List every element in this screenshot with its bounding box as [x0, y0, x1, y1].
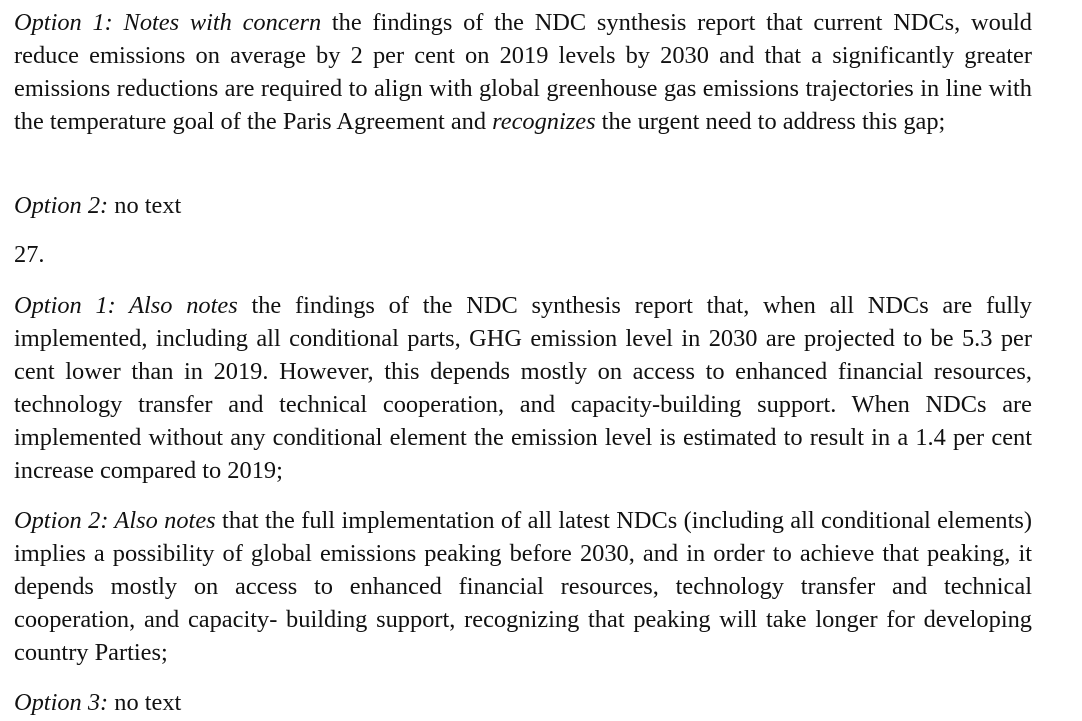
emphasis-word: recognizes — [492, 108, 596, 135]
paragraph-number-27 — [14, 238, 1032, 271]
option-label: Option 2: — [14, 507, 109, 534]
lead-phrase: Also notes — [115, 292, 238, 319]
paragraph-number: 27. — [14, 241, 45, 268]
paragraph-text: the findings of the NDC synthesis report that current NDCs, would reduce emissions on average by 2 per cent on 2019 levels by 2030 and that a significantly greater emissions reductions are required to align with global greenhouse gas emissions trajectories in line with the temperature goal of the Paris Agreement and — [14, 9, 1032, 135]
paragraph-option-2-no-text — [14, 189, 1032, 222]
option-label: Option 1: — [14, 292, 116, 319]
paragraph-text: no text — [108, 689, 182, 716]
paragraph-text: that the full implementation of all latest NDCs (including all conditional elements) implies a possibility of global emissions peaking before 2030, and in order to achieve that peaking, it depends mostly on access to enhanced financial resources, technology transfer and technical cooperation, and capacity- building support, recognizing that peaking will take longer for developing country Parties; — [14, 507, 1032, 666]
paragraph-text: no text — [108, 192, 182, 219]
paragraph-option-2-also-notes — [14, 504, 1032, 669]
option-label: Option 3: — [14, 689, 109, 716]
lead-phrase: Notes with concern — [112, 9, 322, 36]
paragraph-option-1-also-notes — [14, 289, 1032, 487]
option-label: Option 1: — [14, 9, 113, 36]
paragraph-option-1-notes-with-concern — [14, 6, 1032, 138]
paragraph-text-end: the urgent need to address this gap; — [595, 108, 946, 135]
option-label: Option 2: — [14, 192, 109, 219]
paragraph-option-3-no-text — [14, 686, 1032, 719]
lead-phrase: Also notes — [108, 507, 216, 534]
paragraph-text: the findings of the NDC synthesis report that, when all NDCs are fully implemented, including all conditional parts, GHG emission level in 2030 are projected to be 5.3 per cent lower than in 2019. However, this depends mostly on access to enhanced financial resources, technology transfer and technical cooperation, and capacity-building support. When NDCs are implemented without any conditional element the emission level is estimated to result in a 1.4 per cent increase compared to 2019; — [14, 292, 1033, 484]
